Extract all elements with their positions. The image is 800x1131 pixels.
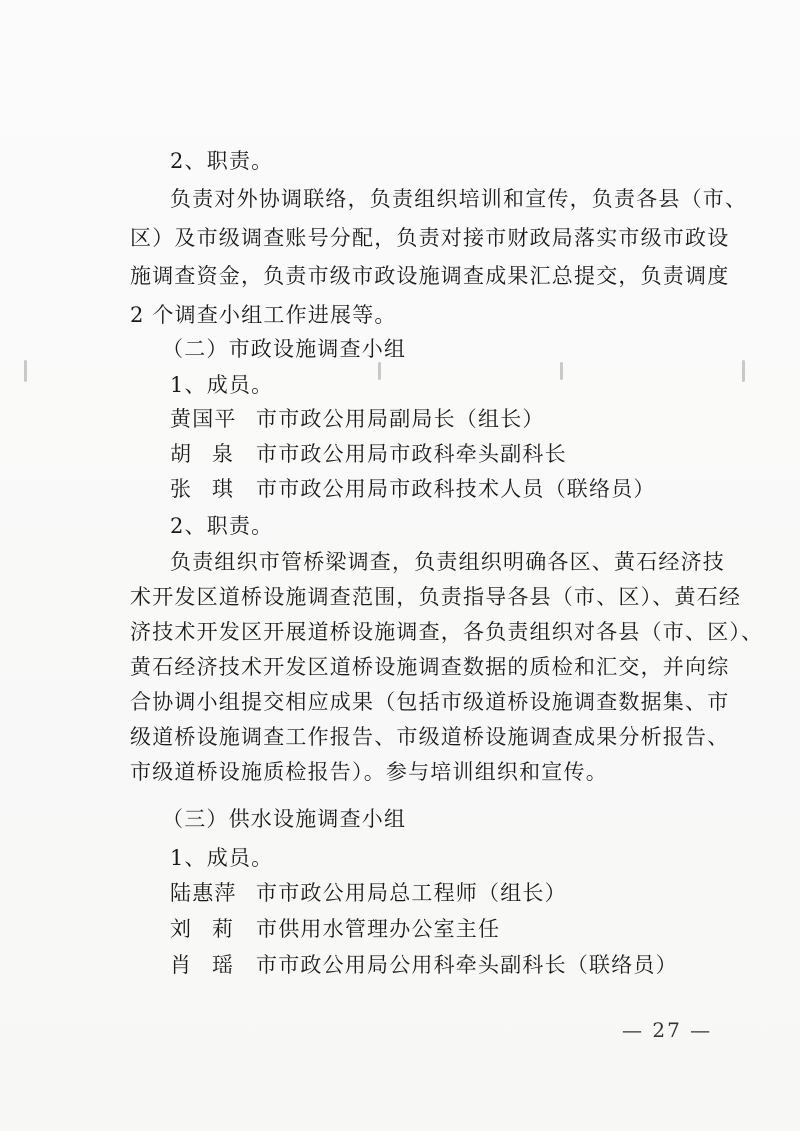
member-role: 市市政公用局公用科牵头副科长（联络员） — [256, 953, 678, 977]
member-role: 市市政公用局市政科牵头副科长 — [256, 442, 567, 466]
scan-mark — [560, 362, 563, 380]
duty-heading-1: 2、职责。 — [170, 149, 274, 173]
member-row — [170, 880, 567, 906]
member-row — [170, 952, 678, 978]
section-title-municipal: （二）市政设施调查小组 — [162, 337, 407, 361]
page-number: — 27 — — [622, 1018, 713, 1042]
member-role: 市市政公用局总工程师（组长） — [256, 881, 567, 905]
member-role: 市供用水管理办公室主任 — [256, 917, 501, 941]
duty-line: 2 个调查小组工作进展等。 — [130, 302, 397, 327]
duty-heading-2: 2、职责。 — [170, 514, 274, 538]
duty-line: 济技术开发区开展道桥设施调查，各负责组织对各县（市、区）、 — [130, 620, 764, 644]
member-row — [170, 441, 567, 467]
member-role: 市市政公用局市政科技术人员（联络员） — [256, 477, 656, 501]
member-name: 张琪 — [170, 477, 254, 501]
duty-paragraph-2 — [130, 549, 764, 794]
duty-line: 术开发区道桥设施调查范围，负责指导各县（市、区）、黄石经 — [130, 585, 742, 609]
member-name: 肖瑶 — [170, 953, 254, 977]
member-row — [170, 406, 545, 432]
member-row — [170, 916, 500, 942]
members-heading-2: 1、成员。 — [170, 373, 274, 397]
section-title-water: （三）供水设施调查小组 — [162, 807, 407, 831]
duty-paragraph-1 — [130, 186, 748, 340]
member-name: 陆惠萍 — [170, 881, 237, 905]
member-row — [170, 476, 656, 502]
member-name: 黄国平 — [170, 407, 237, 431]
duty-line: 合协调小组提交相应成果（包括市级道桥设施调查数据集、市 — [130, 690, 730, 714]
member-name: 刘莉 — [170, 917, 254, 941]
duty-line: 市级道桥设施质检报告）。参与培训组织和宣传。 — [130, 760, 608, 784]
duty-line: 施调查资金，负责市级市政设施调查成果汇总提交，负责调度 — [130, 264, 730, 288]
duty-line: 负责对外协调联络，负责组织培训和宣传，负责各县（市、 — [170, 187, 748, 211]
member-role: 市市政公用局副局长（组长） — [256, 407, 545, 431]
scan-mark — [378, 362, 381, 380]
duty-line: 黄石经济技术开发区道桥设施调查数据的质检和汇交，并向综 — [130, 655, 730, 679]
scan-mark — [24, 360, 27, 382]
duty-line: 区）及市级调查账号分配，负责对接市财政局落实市级市政设 — [130, 225, 730, 250]
members-heading-3: 1、成员。 — [170, 846, 274, 870]
scan-mark — [742, 360, 745, 382]
member-name: 胡泉 — [170, 442, 254, 466]
duty-line: 级道桥设施调查工作报告、市级道桥设施调查成果分析报告、 — [130, 725, 730, 749]
duty-line: 负责组织市管桥梁调查，负责组织明确各区、黄石经济技 — [170, 550, 725, 574]
